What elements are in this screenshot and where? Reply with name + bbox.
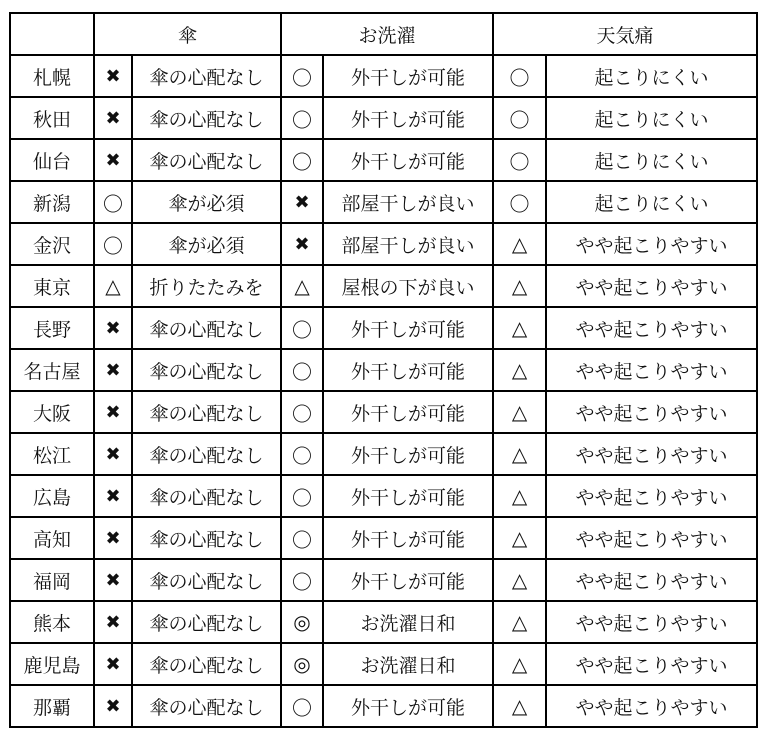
header-umbrella: 傘: [94, 13, 281, 55]
headache-symbol-cell: 〇: [493, 181, 546, 223]
headache-text-cell: やや起こりやすい: [546, 475, 757, 517]
laundry-text-cell: 外干しが可能: [323, 391, 493, 433]
laundry-text-cell: 屋根の下が良い: [323, 265, 493, 307]
laundry-text-cell: 外干しが可能: [323, 559, 493, 601]
table-row: [10, 55, 757, 97]
headache-symbol-cell: △: [493, 349, 546, 391]
laundry-symbol-cell: 〇: [281, 349, 323, 391]
city-cell: 鹿児島: [10, 643, 94, 685]
city-cell: 長野: [10, 307, 94, 349]
umbrella-symbol-cell: ✖: [94, 139, 132, 181]
headache-text-cell: 起こりにくい: [546, 55, 757, 97]
header-city: [10, 13, 94, 55]
headache-symbol-cell: 〇: [493, 139, 546, 181]
headache-text-cell: やや起こりやすい: [546, 601, 757, 643]
headache-symbol-cell: 〇: [493, 55, 546, 97]
umbrella-symbol-cell: 〇: [94, 223, 132, 265]
headache-symbol-cell: △: [493, 391, 546, 433]
umbrella-text-cell: 傘の心配なし: [132, 643, 281, 685]
headache-symbol-cell: △: [493, 643, 546, 685]
umbrella-text-cell: 傘の心配なし: [132, 349, 281, 391]
laundry-symbol-cell: 〇: [281, 433, 323, 475]
laundry-text-cell: 外干しが可能: [323, 433, 493, 475]
laundry-text-cell: 外干しが可能: [323, 349, 493, 391]
city-cell: 那覇: [10, 685, 94, 727]
table-row: [10, 475, 757, 517]
laundry-symbol-cell: ✖: [281, 223, 323, 265]
umbrella-text-cell: 傘が必須: [132, 181, 281, 223]
laundry-symbol-cell: 〇: [281, 475, 323, 517]
table-row: [10, 685, 757, 727]
headache-symbol-cell: △: [493, 559, 546, 601]
headache-symbol-cell: △: [493, 601, 546, 643]
umbrella-symbol-cell: △: [94, 265, 132, 307]
umbrella-symbol-cell: 〇: [94, 181, 132, 223]
city-cell: 東京: [10, 265, 94, 307]
umbrella-symbol-cell: ✖: [94, 349, 132, 391]
table-row: [10, 349, 757, 391]
laundry-text-cell: 外干しが可能: [323, 97, 493, 139]
umbrella-text-cell: 傘の心配なし: [132, 55, 281, 97]
umbrella-symbol-cell: ✖: [94, 643, 132, 685]
laundry-text-cell: 外干しが可能: [323, 307, 493, 349]
city-cell: 高知: [10, 517, 94, 559]
umbrella-symbol-cell: ✖: [94, 97, 132, 139]
table-row: [10, 139, 757, 181]
headache-text-cell: やや起こりやすい: [546, 685, 757, 727]
table-row: [10, 265, 757, 307]
laundry-symbol-cell: ◎: [281, 601, 323, 643]
city-cell: 新潟: [10, 181, 94, 223]
table-row: [10, 391, 757, 433]
umbrella-text-cell: 傘の心配なし: [132, 475, 281, 517]
umbrella-symbol-cell: ✖: [94, 517, 132, 559]
headache-symbol-cell: △: [493, 475, 546, 517]
laundry-symbol-cell: 〇: [281, 97, 323, 139]
umbrella-symbol-cell: ✖: [94, 559, 132, 601]
umbrella-text-cell: 傘の心配なし: [132, 433, 281, 475]
headache-text-cell: やや起こりやすい: [546, 559, 757, 601]
umbrella-text-cell: 傘の心配なし: [132, 559, 281, 601]
umbrella-text-cell: 折りたたみを: [132, 265, 281, 307]
headache-symbol-cell: △: [493, 433, 546, 475]
table-row: [10, 433, 757, 475]
umbrella-text-cell: 傘の心配なし: [132, 391, 281, 433]
umbrella-symbol-cell: ✖: [94, 475, 132, 517]
header-headache: 天気痛: [493, 13, 757, 55]
city-cell: 金沢: [10, 223, 94, 265]
laundry-text-cell: 部屋干しが良い: [323, 181, 493, 223]
headache-symbol-cell: △: [493, 265, 546, 307]
umbrella-text-cell: 傘の心配なし: [132, 601, 281, 643]
laundry-text-cell: 外干しが可能: [323, 139, 493, 181]
umbrella-symbol-cell: ✖: [94, 433, 132, 475]
headache-text-cell: やや起こりやすい: [546, 643, 757, 685]
laundry-symbol-cell: 〇: [281, 391, 323, 433]
headache-text-cell: やや起こりやすい: [546, 517, 757, 559]
city-cell: 名古屋: [10, 349, 94, 391]
umbrella-symbol-cell: ✖: [94, 685, 132, 727]
umbrella-symbol-cell: ✖: [94, 601, 132, 643]
laundry-symbol-cell: △: [281, 265, 323, 307]
table-row: [10, 223, 757, 265]
laundry-text-cell: 外干しが可能: [323, 685, 493, 727]
laundry-symbol-cell: 〇: [281, 55, 323, 97]
headache-text-cell: 起こりにくい: [546, 139, 757, 181]
laundry-symbol-cell: 〇: [281, 685, 323, 727]
laundry-text-cell: お洗濯日和: [323, 601, 493, 643]
headache-text-cell: やや起こりやすい: [546, 265, 757, 307]
city-cell: 大阪: [10, 391, 94, 433]
city-cell: 熊本: [10, 601, 94, 643]
table-row: [10, 517, 757, 559]
umbrella-symbol-cell: ✖: [94, 55, 132, 97]
laundry-symbol-cell: ◎: [281, 643, 323, 685]
headache-text-cell: やや起こりやすい: [546, 223, 757, 265]
header-laundry: お洗濯: [281, 13, 493, 55]
table-row: [10, 601, 757, 643]
umbrella-text-cell: 傘の心配なし: [132, 97, 281, 139]
laundry-symbol-cell: ✖: [281, 181, 323, 223]
headache-text-cell: やや起こりやすい: [546, 391, 757, 433]
city-cell: 松江: [10, 433, 94, 475]
umbrella-text-cell: 傘の心配なし: [132, 307, 281, 349]
city-cell: 福岡: [10, 559, 94, 601]
forecast-table: [9, 12, 758, 728]
headache-text-cell: やや起こりやすい: [546, 433, 757, 475]
headache-symbol-cell: △: [493, 685, 546, 727]
city-cell: 広島: [10, 475, 94, 517]
header-row: [10, 13, 757, 55]
city-cell: 札幌: [10, 55, 94, 97]
umbrella-symbol-cell: ✖: [94, 391, 132, 433]
laundry-text-cell: お洗濯日和: [323, 643, 493, 685]
headache-symbol-cell: △: [493, 517, 546, 559]
laundry-text-cell: 部屋干しが良い: [323, 223, 493, 265]
umbrella-text-cell: 傘の心配なし: [132, 139, 281, 181]
headache-text-cell: 起こりにくい: [546, 181, 757, 223]
umbrella-symbol-cell: ✖: [94, 307, 132, 349]
umbrella-text-cell: 傘の心配なし: [132, 517, 281, 559]
table-row: [10, 307, 757, 349]
umbrella-text-cell: 傘の心配なし: [132, 685, 281, 727]
city-cell: 仙台: [10, 139, 94, 181]
table-row: [10, 181, 757, 223]
laundry-symbol-cell: 〇: [281, 139, 323, 181]
city-cell: 秋田: [10, 97, 94, 139]
table-row: [10, 97, 757, 139]
table-row: [10, 559, 757, 601]
table-row: [10, 643, 757, 685]
laundry-symbol-cell: 〇: [281, 559, 323, 601]
table-body: [10, 55, 757, 727]
laundry-text-cell: 外干しが可能: [323, 475, 493, 517]
headache-symbol-cell: △: [493, 223, 546, 265]
laundry-text-cell: 外干しが可能: [323, 55, 493, 97]
umbrella-text-cell: 傘が必須: [132, 223, 281, 265]
laundry-symbol-cell: 〇: [281, 307, 323, 349]
laundry-text-cell: 外干しが可能: [323, 517, 493, 559]
laundry-symbol-cell: 〇: [281, 517, 323, 559]
headache-symbol-cell: △: [493, 307, 546, 349]
headache-symbol-cell: 〇: [493, 97, 546, 139]
headache-text-cell: やや起こりやすい: [546, 307, 757, 349]
headache-text-cell: やや起こりやすい: [546, 349, 757, 391]
headache-text-cell: 起こりにくい: [546, 97, 757, 139]
